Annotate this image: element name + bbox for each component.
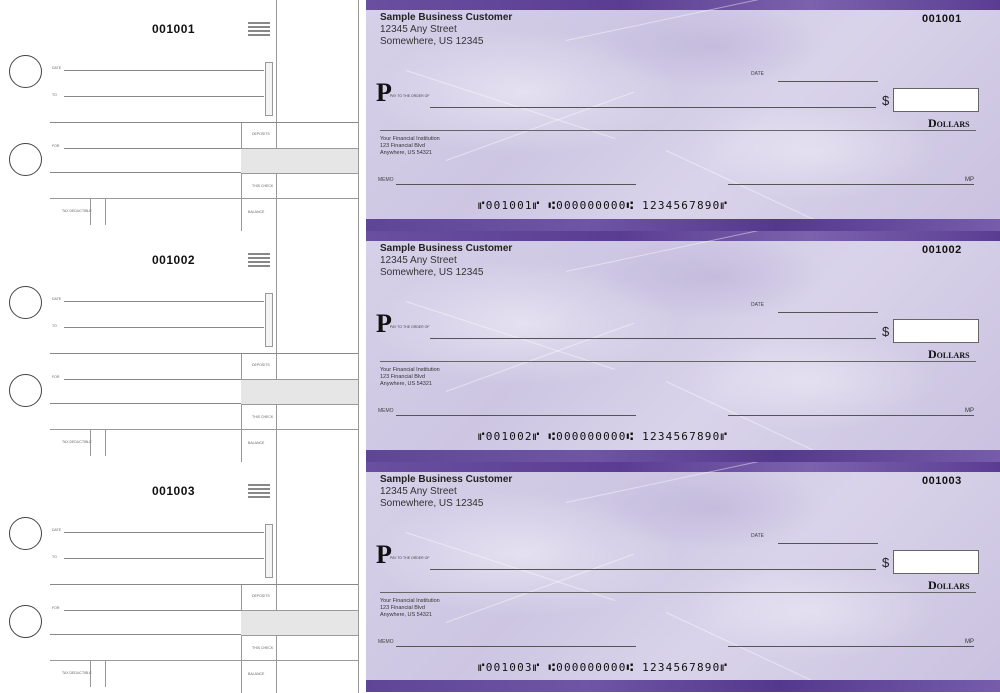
stub-total-shade	[241, 379, 358, 405]
stub-tax-label: TAX DEDUCTIBLE	[62, 671, 92, 675]
stub-rule	[50, 403, 241, 404]
pay-logo: P	[376, 78, 392, 107]
amount-field[interactable]	[893, 319, 979, 343]
business-name: Sample Business Customer	[380, 243, 513, 254]
binder-hole	[9, 517, 42, 550]
check-stub	[0, 462, 366, 692]
payee-field[interactable]	[430, 107, 876, 108]
memo-label: MEMO	[378, 177, 394, 183]
binder-hole	[9, 374, 42, 407]
date-field[interactable]	[778, 312, 878, 313]
stub-this-check-label: THIS CHECK	[252, 646, 274, 650]
stub-to-label: TO	[52, 324, 57, 328]
stub-to-line	[64, 327, 264, 328]
stub-deposits-label: DEPOSITS	[252, 594, 270, 598]
pay-order-label: PAY TO THE ORDER OF	[390, 94, 430, 98]
check-face	[366, 0, 1000, 231]
bank-name: Your Financial Institution	[380, 136, 440, 142]
stub-check-number: 001001	[152, 22, 196, 36]
stub-date-line	[64, 532, 264, 533]
business-name: Sample Business Customer	[380, 12, 513, 23]
check-number: 001002	[922, 244, 962, 256]
business-address-line2: Somewhere, US 12345	[380, 498, 484, 509]
amount-field[interactable]	[893, 550, 979, 574]
binder-hole	[9, 55, 42, 88]
stub-amount-box	[265, 524, 273, 578]
stub-bottom-grid	[50, 660, 358, 687]
date-label: DATE	[751, 302, 764, 308]
pay-order-label: PAY TO THE ORDER OF	[390, 556, 430, 560]
check-unit	[0, 462, 1000, 692]
micr-line: ⑈001003⑈ ⑆000000000⑆ 1234567890⑈	[478, 661, 729, 674]
binder-hole	[9, 143, 42, 176]
check-top-band	[366, 231, 1000, 241]
stub-balance-label: BALANCE	[248, 441, 265, 445]
pay-order-label: PAY TO THE ORDER OF	[390, 325, 430, 329]
balance-forward-lines	[248, 484, 270, 500]
stub-date-label: DATE	[52, 528, 62, 532]
dollars-label: Dollars	[928, 347, 970, 361]
signature-field[interactable]	[728, 415, 974, 416]
balance-forward-lines	[248, 22, 270, 38]
bank-address-line2: Anywhere, US 54321	[380, 150, 432, 156]
stub-check-number: 001002	[152, 253, 196, 267]
stub-deposits-label: DEPOSITS	[252, 132, 270, 136]
date-label: DATE	[751, 533, 764, 539]
stub-divider	[276, 231, 277, 462]
dollars-label: Dollars	[928, 578, 970, 592]
stub-date-label: DATE	[52, 297, 62, 301]
business-address-line2: Somewhere, US 12345	[380, 267, 484, 278]
memo-field[interactable]	[396, 646, 636, 647]
amount-words-field[interactable]	[380, 361, 976, 362]
stub-date-line	[64, 70, 264, 71]
bank-address-line2: Anywhere, US 54321	[380, 381, 432, 387]
stub-for-label: FOR	[52, 144, 60, 148]
stub-rule	[50, 584, 358, 585]
stub-to-line	[64, 96, 264, 97]
stub-rule	[50, 634, 241, 635]
check-stub	[0, 0, 366, 231]
stub-date-label: DATE	[52, 66, 62, 70]
stub-divider	[276, 462, 277, 693]
business-address-line1: 12345 Any Street	[380, 255, 457, 266]
stub-divider	[358, 462, 359, 693]
payee-field[interactable]	[430, 569, 876, 570]
check-face	[366, 231, 1000, 462]
stub-tax-label: TAX DEDUCTIBLE	[62, 440, 92, 444]
security-mark: MP	[965, 639, 974, 645]
dollars-label: Dollars	[928, 116, 970, 130]
stub-for-label: FOR	[52, 606, 60, 610]
pay-logo: P	[376, 309, 392, 338]
stub-date-line	[64, 301, 264, 302]
check-bottom-band	[366, 450, 1000, 462]
stub-rule	[50, 353, 358, 354]
stub-divider	[358, 231, 359, 462]
amount-field[interactable]	[893, 88, 979, 112]
stub-check-number: 001003	[152, 484, 196, 498]
micr-line: ⑈001002⑈ ⑆000000000⑆ 1234567890⑈	[478, 430, 729, 443]
stub-this-check-label: THIS CHECK	[252, 415, 274, 419]
date-field[interactable]	[778, 543, 878, 544]
business-address-line2: Somewhere, US 12345	[380, 36, 484, 47]
stub-total-shade	[241, 148, 358, 174]
stub-for-line	[64, 610, 241, 611]
stub-bottom-grid	[50, 198, 358, 225]
stub-rule	[50, 172, 241, 173]
stub-for-line	[64, 379, 241, 380]
check-face	[366, 462, 1000, 692]
signature-field[interactable]	[728, 184, 974, 185]
memo-label: MEMO	[378, 639, 394, 645]
stub-to-line	[64, 558, 264, 559]
bank-address-line1: 123 Financial Blvd	[380, 143, 425, 149]
business-name: Sample Business Customer	[380, 474, 513, 485]
stub-for-line	[64, 148, 241, 149]
check-unit	[0, 231, 1000, 462]
dollar-sign: $	[882, 93, 890, 108]
check-unit	[0, 0, 1000, 231]
pay-logo: P	[376, 540, 392, 569]
amount-words-field[interactable]	[380, 130, 976, 131]
stub-balance-label: BALANCE	[248, 672, 265, 676]
micr-line: ⑈001001⑈ ⑆000000000⑆ 1234567890⑈	[478, 199, 729, 212]
check-top-band	[366, 462, 1000, 472]
amount-words-field[interactable]	[380, 592, 976, 593]
check-number: 001003	[922, 475, 962, 487]
memo-field[interactable]	[396, 415, 636, 416]
bank-address-line1: 123 Financial Blvd	[380, 605, 425, 611]
stub-deposits-label: DEPOSITS	[252, 363, 270, 367]
check-bottom-band	[366, 680, 1000, 692]
memo-field[interactable]	[396, 184, 636, 185]
dollar-sign: $	[882, 324, 890, 339]
security-mark: MP	[965, 408, 974, 414]
stub-total-shade	[241, 610, 358, 636]
stub-amount-box	[265, 293, 273, 347]
check-top-band	[366, 0, 1000, 10]
bank-address-line2: Anywhere, US 54321	[380, 612, 432, 618]
business-address-line1: 12345 Any Street	[380, 24, 457, 35]
date-field[interactable]	[778, 81, 878, 82]
stub-divider	[276, 0, 277, 231]
binder-hole	[9, 605, 42, 638]
payee-field[interactable]	[430, 338, 876, 339]
stub-to-label: TO	[52, 93, 57, 97]
dollar-sign: $	[882, 555, 890, 570]
stub-tax-label: TAX DEDUCTIBLE	[62, 209, 92, 213]
stub-bottom-grid	[50, 429, 358, 456]
balance-forward-lines	[248, 253, 270, 269]
stub-rule	[50, 122, 358, 123]
memo-label: MEMO	[378, 408, 394, 414]
binder-hole	[9, 286, 42, 319]
bank-name: Your Financial Institution	[380, 367, 440, 373]
check-stub	[0, 231, 366, 462]
stub-for-label: FOR	[52, 375, 60, 379]
bank-name: Your Financial Institution	[380, 598, 440, 604]
stub-amount-box	[265, 62, 273, 116]
stub-to-label: TO	[52, 555, 57, 559]
stub-balance-label: BALANCE	[248, 210, 265, 214]
check-bottom-band	[366, 219, 1000, 231]
business-address-line1: 12345 Any Street	[380, 486, 457, 497]
security-mark: MP	[965, 177, 974, 183]
bank-address-line1: 123 Financial Blvd	[380, 374, 425, 380]
signature-field[interactable]	[728, 646, 974, 647]
stub-this-check-label: THIS CHECK	[252, 184, 274, 188]
stub-divider	[358, 0, 359, 231]
check-number: 001001	[922, 13, 962, 25]
date-label: DATE	[751, 71, 764, 77]
